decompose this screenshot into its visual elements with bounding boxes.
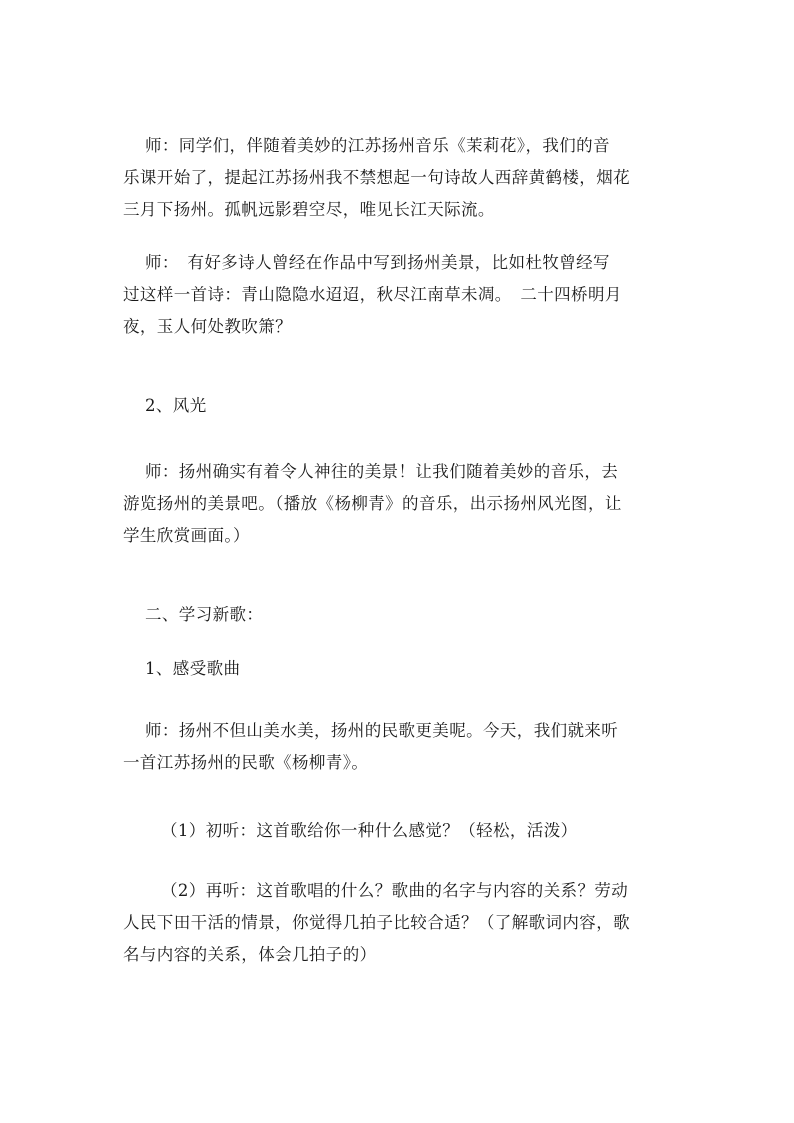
paragraph-folk-song [123,715,683,779]
text-line: 夜，玉人何处教吹箫？ [123,317,292,336]
heading-feel-song [123,653,683,685]
text-line: 游览扬州的美景吧。（播放《杨柳青》的音乐，出示扬州风光图，让 [123,494,622,513]
text-line: 师：扬州不但山美水美，扬州的民歌更美呢。今天，我们就来听 [145,721,619,740]
paragraph-intro [123,130,683,226]
paragraph-poets [123,247,683,343]
text-line: 三月下扬州。孤帆远影碧空尽，唯见长江天际流。 [123,200,495,219]
text-line: （2）再听：这首歌唱的什么？歌曲的名字与内容的关系？劳动 [161,881,629,900]
text-line: 过这样一首诗：青山隐隐水迢迢，秋尽江南草未凋。 二十四桥明月 [123,285,622,304]
heading-scenery [123,390,683,422]
text-line: （1）初听：这首歌给你一种什么感觉？（轻松，活泼） [161,821,578,840]
paragraph-second-listen [123,875,683,971]
text-line: 师：同学们，伴随着美妙的江苏扬州音乐《茉莉花》，我们的音 [145,136,610,155]
paragraph-first-listen [123,815,683,847]
text-line: 乐课开始了，提起江苏扬州我不禁想起一句诗故人西辞黄鹤楼，烟花 [123,168,630,187]
heading-learn-new-song [123,599,683,631]
text-line: 学生欣赏画面。） [123,526,250,545]
text-line: 师： 有好多诗人曾经在作品中写到扬州美景，比如杜牧曾经写 [145,253,610,272]
text-line: 名与内容的关系，体会几拍子的） [123,945,377,964]
text-line: 二、学习新歌： [145,605,264,624]
text-line: 2、风光 [145,396,207,415]
paragraph-scenery [123,456,683,552]
text-line: 师：扬州确实有着令人神往的美景！让我们随着美妙的音乐，去 [145,462,619,481]
text-line: 一首江苏扬州的民歌《杨柳青》。 [123,753,369,772]
text-line: 人民下田干活的情景，你觉得几拍子比较合适？（了解歌词内容，歌 [123,913,630,932]
text-line: 1、感受歌曲 [145,659,241,678]
